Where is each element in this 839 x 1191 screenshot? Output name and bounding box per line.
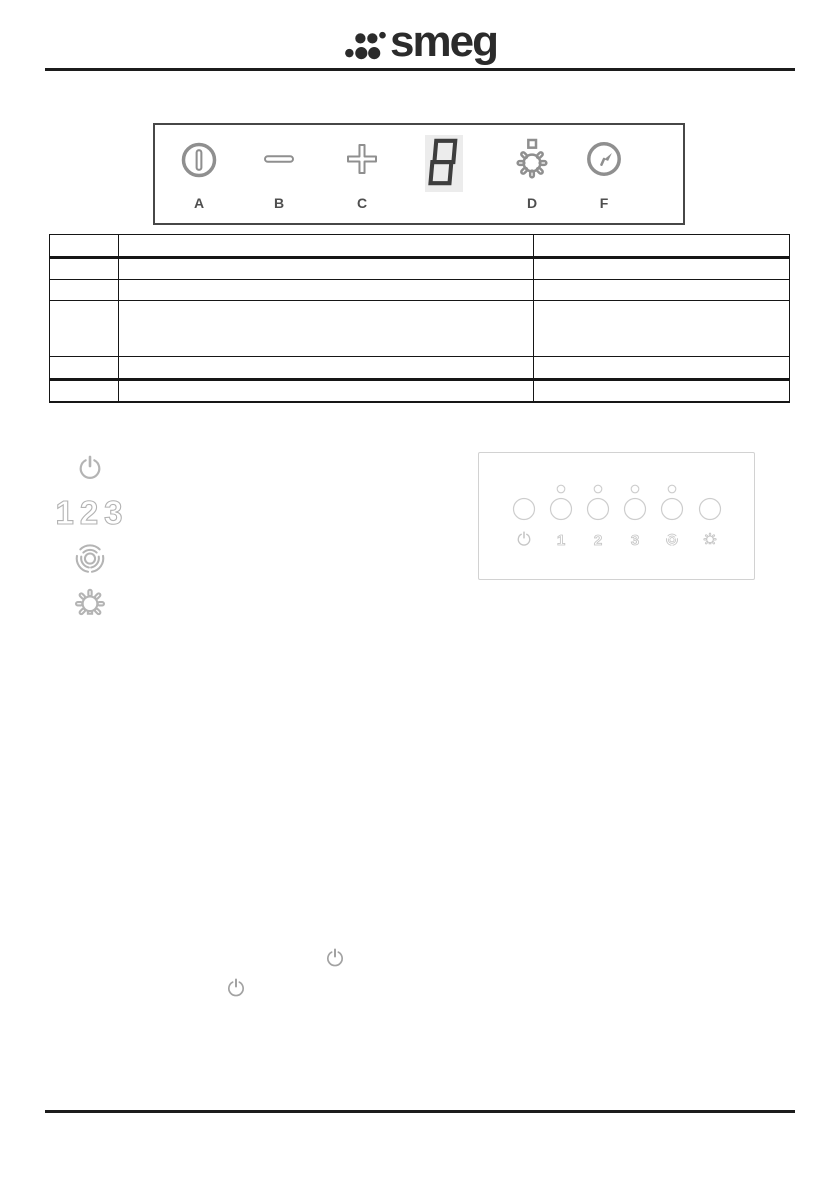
smeg-dots-icon [342,24,388,62]
control-panel-figure [153,123,685,225]
table-row [50,280,790,301]
table-row [50,258,790,280]
touch-panel-figure [478,452,755,580]
table-row [50,301,790,357]
table-cell [119,301,534,357]
digit-8-icon [425,135,463,192]
light-icon [72,585,108,621]
power-icon [180,141,218,179]
footer-rule [45,1110,795,1113]
power-icon [518,532,529,545]
table-cell [119,280,534,301]
plus-icon [346,143,378,175]
table-cell [119,357,534,380]
logo-text: smeg [390,17,497,66]
speed-digits-text: 123 [55,494,129,531]
table-cell [50,258,119,280]
button-label-b: B [273,195,285,211]
table-cell [119,258,534,280]
table-cell [534,301,790,357]
table-cell [119,235,534,258]
timer-icon [585,140,623,178]
power-icon [77,455,103,481]
brand-logo [0,17,839,66]
table-cell [534,280,790,301]
light-icon [512,138,552,182]
table-cell [534,258,790,280]
table-cell [534,235,790,258]
digit-label: 1 [556,532,566,549]
led-indicators [557,485,676,493]
table-cell [534,380,790,403]
seven-segment-display [425,135,463,192]
header-rule [45,68,795,71]
touch-buttons [514,499,721,520]
button-label-a: A [193,195,205,211]
digit-label: 2 [593,532,603,549]
table-row [50,235,790,258]
table-cell [119,380,534,403]
speed-digits [50,493,134,533]
power-icon [226,978,246,998]
intensive-icon [71,538,109,576]
table-cell [50,380,119,403]
table-cell [50,280,119,301]
table-cell [50,235,119,258]
table-cell [50,301,119,357]
table-cell [534,357,790,380]
digit-label: 3 [630,532,640,549]
spec-table [49,234,790,403]
light-icon [704,533,716,544]
button-label-f: F [599,195,609,211]
table-row [50,380,790,403]
minus-icon [263,143,295,175]
table-row [50,357,790,380]
button-label-c: C [356,195,368,211]
power-icon [325,948,345,968]
table-cell [50,357,119,380]
intensive-icon [665,534,679,546]
button-label-d: D [526,195,538,211]
